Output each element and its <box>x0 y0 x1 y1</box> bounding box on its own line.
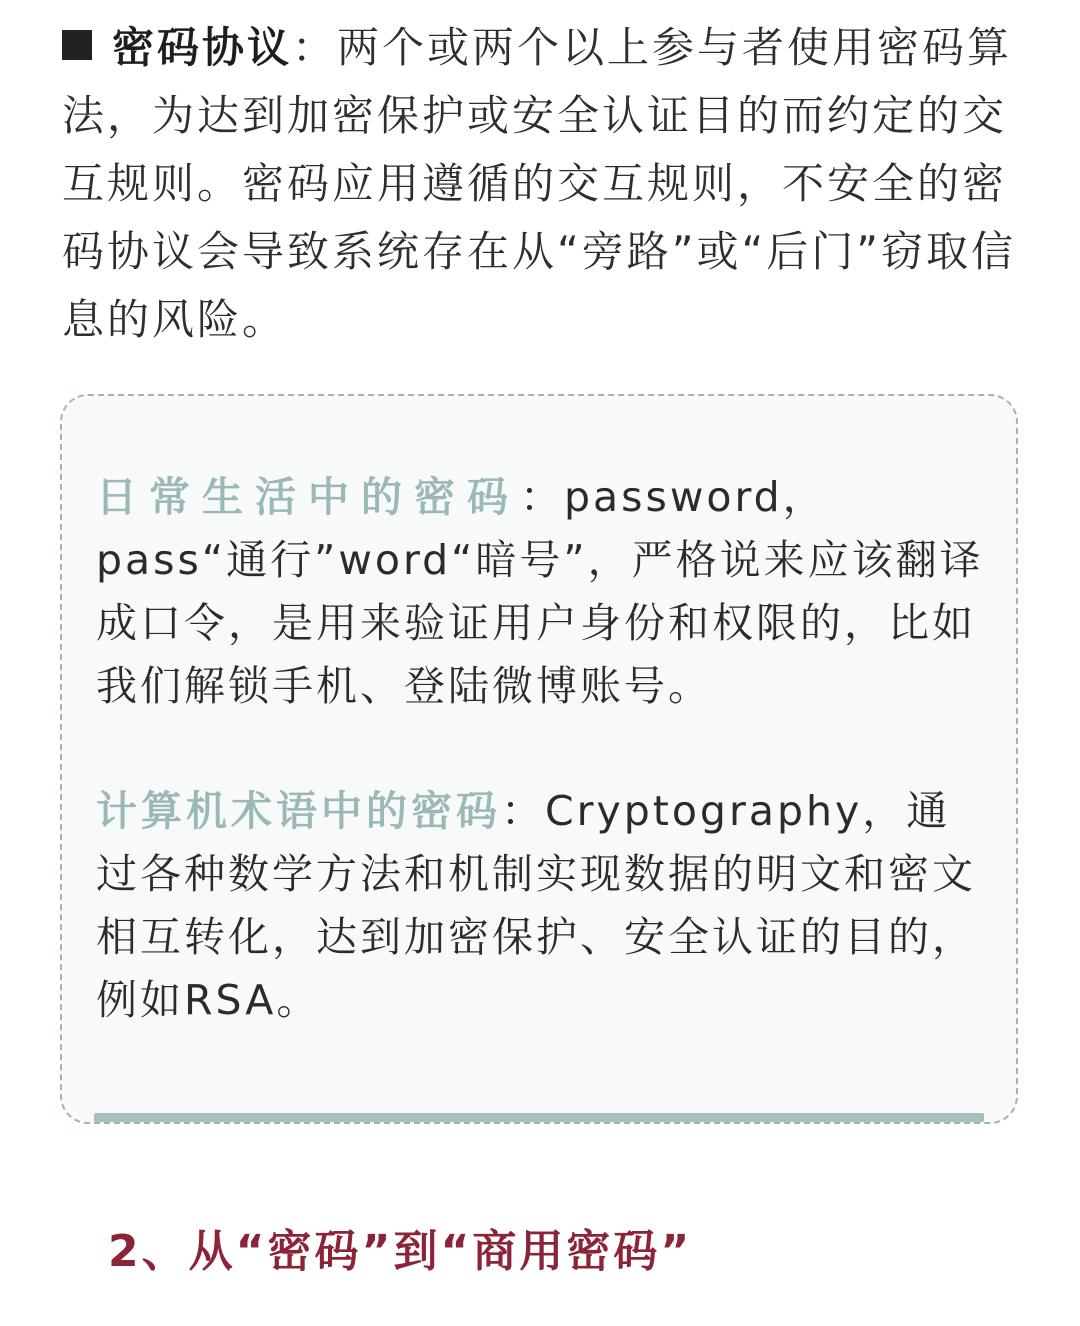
square-bullet-icon <box>62 30 92 60</box>
protocol-separator: ： <box>292 23 338 72</box>
computing-password-text: Cryptography，通过各种数学方法和机制实现数据的明文和密文相互转化，达到加密保护、安全认证的目的，例如RSA。 <box>96 787 976 1024</box>
protocol-text: 两个或两个以上参与者使用密码算法，为达到加密保护或安全认证目的而约定的交互规则。密码应用遵循的交互规则，不安全的密码协议会导致系统存在从“旁路”或“后门”窃取信息的风险。 <box>62 23 1017 344</box>
daily-password-separator: ： <box>520 473 564 521</box>
computing-password-separator: ： <box>501 787 545 835</box>
daily-password-text: password，pass“通行”word“暗号”，严格说来应该翻译成口令，是用来验证用户身份和权限的，比如我们解锁手机、登陆微博账号。 <box>96 473 984 710</box>
password-definitions-box <box>60 394 1018 1124</box>
computing-password-term: 计算机术语中的密码 <box>96 787 501 835</box>
daily-password-term: 日常生活中的密码 <box>96 473 520 521</box>
protocol-term: 密码协议 <box>112 23 293 72</box>
computing-password-definition <box>96 780 986 1032</box>
protocol-definition <box>62 14 1022 354</box>
daily-password-definition <box>96 466 986 718</box>
section-heading: 2、从“密码”到“商用密码” <box>108 1226 693 1277</box>
box-bottom-divider <box>94 1113 984 1122</box>
